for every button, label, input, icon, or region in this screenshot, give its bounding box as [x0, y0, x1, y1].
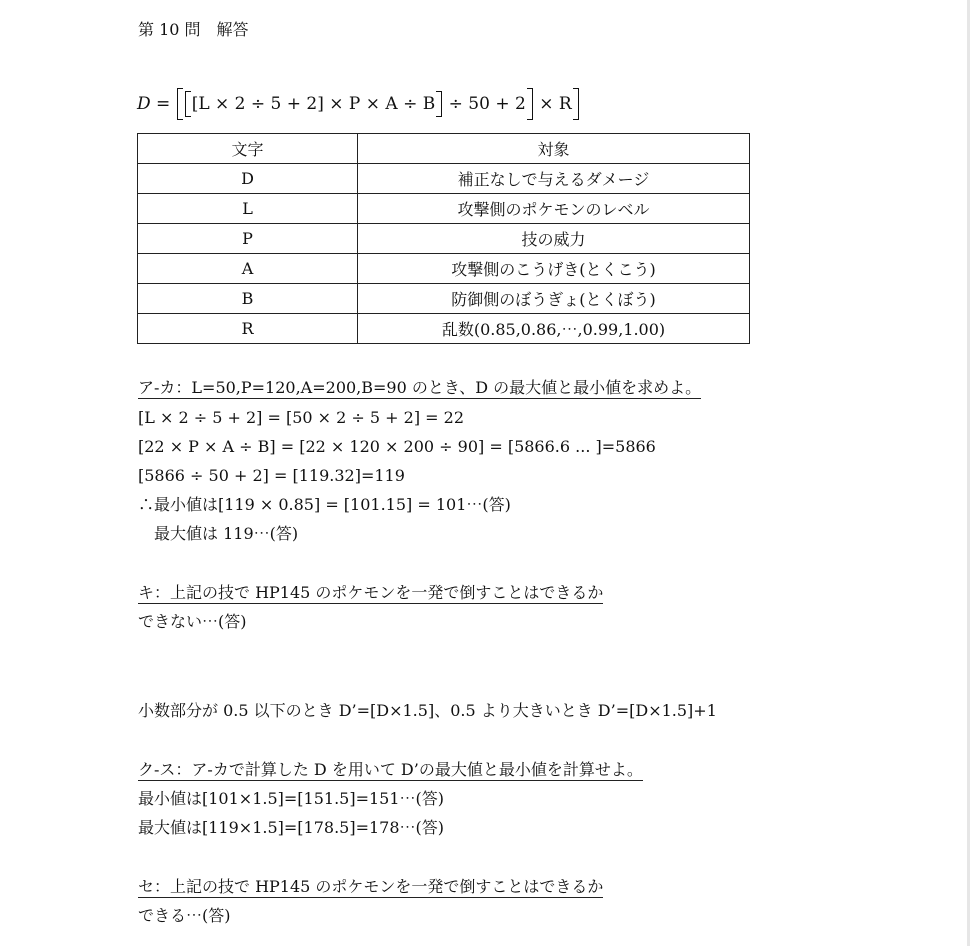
table-cell-symbol: B	[138, 284, 358, 314]
table-cell-target: 技の威力	[358, 224, 750, 254]
page-title: 第 10 問 解答	[138, 20, 249, 39]
rounding-note: 小数部分が 0.5 以下のとき D’=[D×1.5]、0.5 より大きいとき D’=[D×1.5]+1	[138, 701, 717, 720]
q3-heading-wrap	[138, 760, 643, 780]
table-row	[138, 164, 750, 194]
q4-answer: できる⋯(答)	[138, 906, 231, 925]
variables-table	[137, 133, 750, 344]
q4-heading: セ：上記の技で HP145 のポケモンを一発で倒すことはできるか	[138, 877, 604, 896]
q3-line-1: 最小値は[101×1.5]=[151.5]=151⋯(答)	[138, 789, 445, 808]
q1-line-1: [L × 2 ÷ 5 + 2] = [50 × 2 ÷ 5 + 2] = 22	[138, 408, 465, 427]
table-row	[138, 284, 750, 314]
formula-part-3: ÷ 50 + 2	[443, 94, 526, 114]
table-cell-target: 攻撃側のこうげき(とくこう)	[358, 254, 750, 284]
q2-heading-wrap	[138, 583, 603, 603]
q1-line-4: ∴最小値は[119 × 0.85] = [101.15] = 101⋯(答)	[138, 495, 511, 514]
q1-line-3: [5866 ÷ 50 + 2] = [119.32]=119	[138, 466, 405, 485]
table-cell-symbol: L	[138, 194, 358, 224]
q1-line-2: [22 × P × A ÷ B] = [22 × 120 × 200 ÷ 90] = [5866.6 ... ]=5866	[138, 437, 656, 456]
table-cell-target: 乱数(0.85,0.86,⋯,0.99,1.00)	[358, 314, 750, 344]
table-cell-symbol: R	[138, 314, 358, 344]
table-header-target: 対象	[358, 134, 750, 164]
table-row	[138, 314, 750, 344]
table-cell-symbol: A	[138, 254, 358, 284]
q4-heading-wrap	[138, 877, 603, 897]
bracket-close-middle	[436, 91, 442, 117]
table-row	[138, 254, 750, 284]
table-header-row	[138, 134, 750, 164]
q2-heading: キ：上記の技で HP145 のポケモンを一発で倒すことはできるか	[138, 583, 604, 602]
formula-part-4: × R	[533, 94, 572, 114]
table-row	[138, 194, 750, 224]
q2-answer: できない⋯(答)	[138, 612, 247, 631]
bracket-close-outer-2	[573, 88, 579, 120]
table-cell-symbol: D	[138, 164, 358, 194]
formula-lhs: D	[137, 94, 151, 114]
q1-heading: ア-カ：L=50,P=120,A=200,B=90 のとき、D の最大値と最小値を求めよ。	[138, 378, 702, 397]
table-cell-target: 攻撃側のポケモンのレベル	[358, 194, 750, 224]
bracket-open-middle	[185, 91, 191, 117]
table-row	[138, 224, 750, 254]
q1-heading-wrap	[138, 378, 701, 398]
table-header-symbol: 文字	[138, 134, 358, 164]
bracket-close-outer-1	[527, 88, 533, 120]
bracket-open-outer	[177, 88, 183, 120]
formula-part-1: [L × 2 ÷ 5 + 2]	[191, 94, 324, 114]
q3-heading: ク-ス：ア-カで計算した D を用いて D’の最大値と最小値を計算せよ。	[138, 760, 643, 779]
q1-line-5: 最大値は 119⋯(答)	[138, 524, 299, 543]
formula-part-2: × P × A ÷ B	[323, 94, 436, 114]
table-cell-symbol: P	[138, 224, 358, 254]
table-cell-target: 防御側のぼうぎょ(とくぼう)	[358, 284, 750, 314]
q3-line-2: 最大値は[119×1.5]=[178.5]=178⋯(答)	[138, 818, 445, 837]
formula-equals: =	[150, 94, 176, 114]
damage-formula	[137, 86, 580, 122]
table-cell-target: 補正なしで与えるダメージ	[358, 164, 750, 194]
